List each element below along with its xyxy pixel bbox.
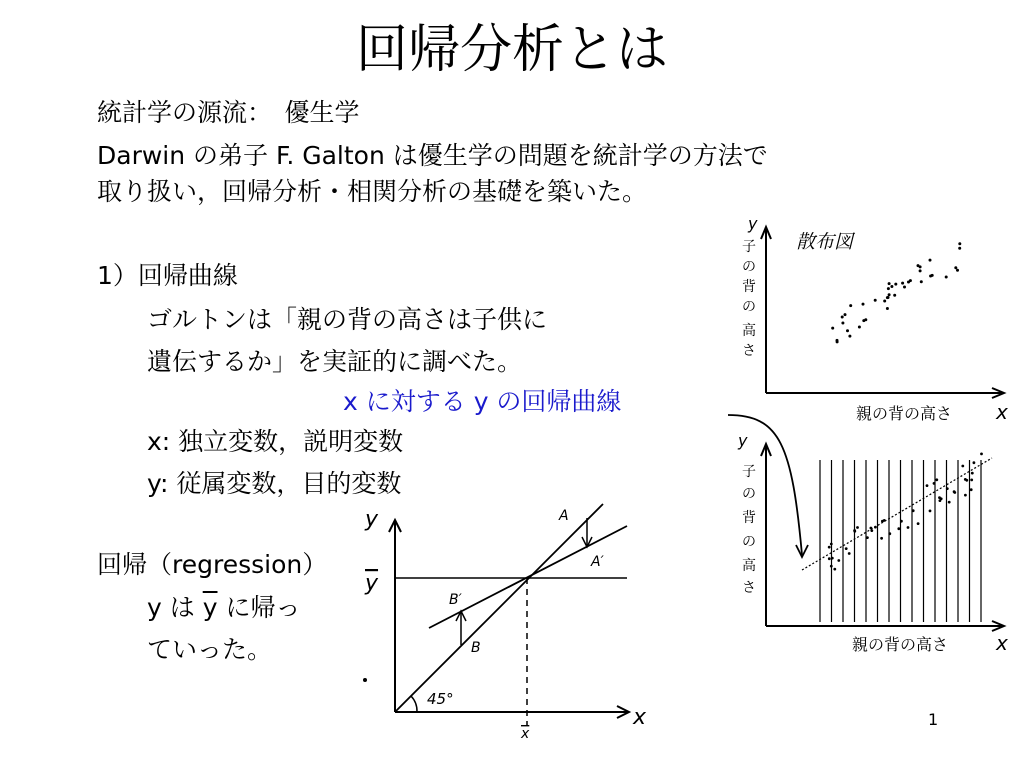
scatter-top-points <box>831 242 961 343</box>
bottom-ychar-1: の <box>742 486 756 502</box>
scatter-point <box>881 520 884 523</box>
body-line-1: ゴルトンは「親の背の高さは子供に <box>147 305 548 334</box>
point-a: A <box>559 508 569 524</box>
section-heading: 1）回帰曲線 <box>97 261 238 290</box>
scatter-point <box>961 465 964 468</box>
scatter-point <box>970 479 973 482</box>
scatter-point <box>964 478 967 481</box>
scatter-point <box>870 529 873 532</box>
scatter-point <box>888 282 891 285</box>
regression-y-pre: y は <box>147 593 195 622</box>
scatter-point <box>887 287 890 290</box>
scatter-point <box>901 282 904 285</box>
scatter-point <box>958 247 961 250</box>
scatter-point <box>900 520 903 523</box>
top-x-label: 親の背の高さ <box>856 404 953 423</box>
scatter-point <box>933 482 936 485</box>
variable-y: y: 従属変数，目的変数 <box>147 469 402 498</box>
scatter-point <box>862 319 865 322</box>
bottom-y-label: y <box>738 431 748 450</box>
scatter-title: 散布図 <box>796 231 854 253</box>
regression-line-1 <box>147 592 300 624</box>
bottom-ychar-3: の <box>742 534 756 550</box>
scatter-plot-top <box>730 215 1020 430</box>
angle-arc <box>411 696 417 712</box>
scatter-point <box>919 269 922 272</box>
regression-line-2: ていった。 <box>147 635 273 664</box>
body-line-2: 遺伝するか」を実証的に調べた。 <box>147 347 523 376</box>
scatter-point <box>856 526 859 529</box>
bottom-regression-line <box>802 458 992 570</box>
scatter-point <box>831 327 834 330</box>
scatter-point <box>848 335 851 338</box>
scatter-point <box>870 527 873 530</box>
scatter-point <box>845 547 848 550</box>
dot-mark <box>363 678 367 682</box>
scatter-point <box>970 488 973 491</box>
scatter-point <box>903 286 906 289</box>
scatter-point <box>948 501 951 504</box>
bottom-vertical-lines <box>820 460 981 622</box>
scatter-point <box>828 557 831 560</box>
point-a-prime: A′ <box>591 554 604 570</box>
angle-label: 45° <box>427 690 454 708</box>
top-y-label: y <box>748 214 758 233</box>
scatter-point <box>939 499 942 502</box>
scatter-point <box>971 472 974 475</box>
top-ychar-4: 高 <box>742 323 756 339</box>
top-ychar-3: の <box>742 299 756 315</box>
regression-post: に帰っ <box>225 593 301 622</box>
scatter-point <box>929 510 932 513</box>
x-axis-label: x <box>633 705 647 730</box>
regression-diagram <box>355 500 645 740</box>
variable-x: x: 独立変数，説明変数 <box>147 427 404 456</box>
scatter-point <box>929 275 932 278</box>
scatter-point <box>886 307 889 310</box>
scatter-point <box>893 294 896 297</box>
scatter-point <box>849 304 852 307</box>
top-x-axis-label: x <box>996 400 1008 424</box>
point-b: B <box>471 640 481 656</box>
bottom-x-label: 親の背の高さ <box>852 635 949 654</box>
scatter-point <box>841 316 844 319</box>
scatter-point <box>909 279 912 282</box>
scatter-point <box>841 322 844 325</box>
intro-line-1: 統計学の源流： 優生学 <box>97 98 360 127</box>
scatter-point <box>953 490 956 493</box>
bottom-y-axis-title <box>742 464 756 596</box>
intro-line-3: 取り扱い，回帰分析・相関分析の基礎を築いた。 <box>97 177 648 206</box>
regression-label: 回帰（regression） <box>97 550 328 579</box>
scatter-point <box>886 296 889 299</box>
bottom-ychar-0: 子 <box>742 464 756 480</box>
scatter-point <box>954 266 957 269</box>
highlight-text: x に対する y の回帰曲線 <box>343 387 622 416</box>
scatter-point <box>844 313 847 316</box>
scatter-point <box>888 532 891 535</box>
scatter-point <box>830 565 833 568</box>
scatter-point <box>831 557 834 560</box>
scatter-point <box>858 326 861 329</box>
top-ychar-5: さ <box>742 343 756 359</box>
scatter-point <box>945 276 948 279</box>
scatter-point <box>853 530 856 533</box>
scatter-point <box>929 259 932 262</box>
bottom-ychar-2: 背 <box>742 510 756 526</box>
scatter-point <box>912 509 915 512</box>
scatter-point <box>946 487 949 490</box>
scatter-point <box>837 559 840 562</box>
y-axis-label: y <box>365 507 379 532</box>
page-number: 1 <box>928 710 939 729</box>
scatter-point <box>926 484 929 487</box>
scatter-point <box>866 536 869 539</box>
scatter-point <box>917 522 920 525</box>
slide-title: 回帰分析とは <box>355 20 668 80</box>
top-ychar-1: の <box>742 259 756 275</box>
scatter-point <box>897 527 900 530</box>
scatter-point <box>830 543 833 546</box>
scatter-plot-bottom <box>730 430 1020 665</box>
scatter-point <box>964 494 967 497</box>
scatter-point <box>880 537 883 540</box>
point-b-prime: B′ <box>449 592 462 608</box>
scatter-point <box>890 285 893 288</box>
scatter-point <box>888 293 891 296</box>
scatter-point <box>883 300 886 303</box>
scatter-point <box>935 478 938 481</box>
intro-line-2: Darwin の弟子 F. Galton は優生学の問題を統計学の方法で <box>97 141 768 170</box>
xbar-label: x <box>521 726 530 742</box>
regression-line <box>429 526 627 628</box>
bottom-x-axis-label: x <box>996 631 1008 655</box>
regression-ybar: $\overline{y}$ <box>202 593 218 622</box>
scatter-point <box>828 546 831 549</box>
scatter-point <box>833 568 836 571</box>
scatter-point <box>874 526 877 529</box>
scatter-point <box>980 453 983 456</box>
scatter-point <box>874 299 877 302</box>
top-ychar-2: 背 <box>742 279 756 295</box>
line-45 <box>395 504 603 712</box>
scatter-point <box>958 242 961 245</box>
bottom-ychar-5: さ <box>742 580 756 596</box>
scatter-point <box>907 526 910 529</box>
top-ychar-0: 子 <box>742 239 756 255</box>
scatter-point <box>894 283 897 286</box>
bottom-scatter-points <box>828 453 983 571</box>
bottom-ychar-4: 高 <box>742 558 756 574</box>
scatter-point <box>848 552 851 555</box>
scatter-point <box>836 340 839 343</box>
scatter-point <box>862 303 865 306</box>
scatter-point <box>846 329 849 332</box>
scatter-point <box>920 280 923 283</box>
top-y-axis-title <box>742 239 756 359</box>
scatter-point <box>919 265 922 268</box>
ybar-label: y <box>365 571 379 596</box>
scatter-point <box>973 461 976 464</box>
